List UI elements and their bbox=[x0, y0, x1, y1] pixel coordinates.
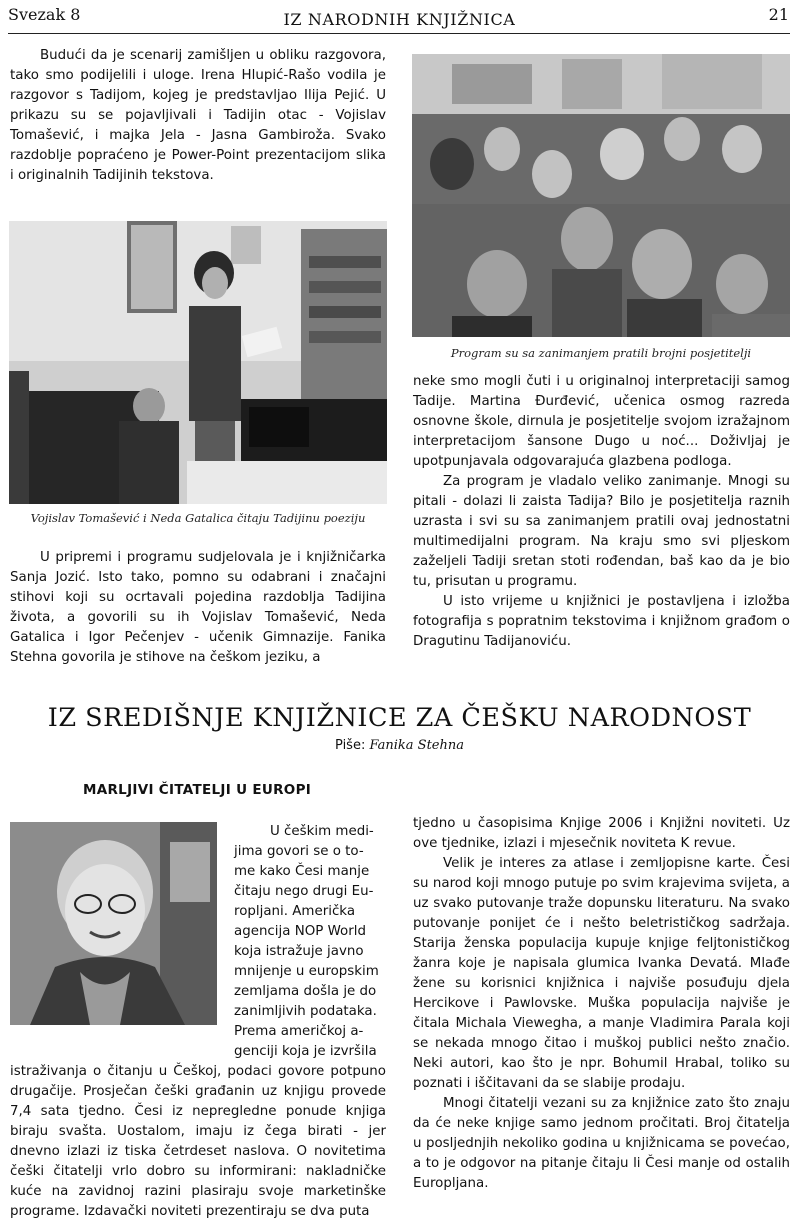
paragraph: neke smo mogli čuti i u originalnoj interpretaciji samog Tadije. Martina Đurđević, učenica osmog razreda osnovne škole, dirnula je posjetitelje svojom izražajnom interpretacijom šansone Dugo u noć... Doživljaj je upotpunjavala odgovarajuća glazbena podloga. bbox=[413, 374, 790, 469]
article-left-column bbox=[10, 548, 386, 668]
header-rule bbox=[8, 33, 790, 34]
text-line: koja istražuje javno bbox=[234, 944, 364, 959]
paragraph: Velik je interes za atlase i zemljopisne karte. Česi su narod koji mnogo putuje po svim krajevima svijeta, a uz svako putovanje traže dopunsku literaturu. Na svako putovanje ponijet će i nešto beletrističkog sadržaja. Starija ženska populacija kupuje knjige feljtonističkog žanra koje je napisala glumica Ivanka Devatá. Mlađe žene su korisnici knjižnica i najviše posuđuju djela Hercikove i Pawlovske. Muška populacija najviše je čitala Michala Viewegha, a manje Vladimira Parala koji se nekada mnogo čitao i muškoj publici nešto značio. Neki autori, kao što je npr. Bohumil Hrabal, toliko su poznati i iščitavani da se slabije prodaju. bbox=[413, 856, 790, 1091]
photo-caption: Vojislav Tomašević i Neda Gatalica čitaju Tadijinu poeziju bbox=[30, 511, 366, 525]
byline bbox=[0, 738, 799, 753]
paragraph: Mnogi čitatelji vezani su za knjižnice zato što znaju da će neke knjige samo jednom pročitati. Broj čitatelja u posljednjih nekoliko godina u knjižnicama se povećao, a to je odgovor na pitanje čitaju li Česi manje od ostalih Europljana. bbox=[413, 1096, 790, 1191]
paragraph: Budući da je scenarij zamišljen u obliku razgovora, tako smo podijelili i uloge. Irena Hlupić-Rašo vodila je razgovor s Tadijom, kojeg je predstavljao Ilija Pejić. U prikazu su se pojavljivali i Tadijin otac - Vojislav Tomašević, i majka Jela - Jasna Gambiroža. Svako razdoblje popraćeno je Power-Point prezentacijom slika i originalnih Tadijinih tekstova. bbox=[10, 48, 386, 183]
text-line: agencija NOP World bbox=[234, 924, 366, 939]
text-line: genciji koja je izvršila bbox=[234, 1044, 377, 1059]
paragraph: istraživanja o čitanju u Češkoj, podaci govore potpuno drugačije. Prosječan češki građanin uz knjigu provede 7,4 sata tjedno. Česi iz nepregledne ponude knjiga biraju svašta. Uostalom, imaju iz čega birati - jer dnevno izlazi iz tiska četrdeset naslova. O novitetima češki čitatelji vrlo dobro su informirani: nakladničke kuće na zavidnoj razini plasiraju svoje marketinške programe. Izdavački noviteti prezentiraju se dva puta bbox=[10, 1064, 386, 1219]
text-line: mnijenje u europskim bbox=[234, 964, 379, 979]
byline-prefix: Piše: bbox=[335, 738, 366, 753]
article-intro-column bbox=[10, 46, 386, 186]
photo-readers bbox=[9, 221, 387, 504]
photo-audience bbox=[412, 54, 790, 337]
text-line: zanimljivih podataka. bbox=[234, 1004, 377, 1019]
photo-author-portrait bbox=[10, 822, 217, 1025]
paragraph: U pripremi i programu sudjelovala je i knjižničarka Sanja Jozić. Isto tako, pomno su odabrani i značajni stihovi koji su ocrtavali pojedina razdoblja Tadijina života, a govorili su ih Vojislav Tomašević, Neda Gatalica i Igor Pečenjev - učenik Gimnazije. Fanika Stehna govorila je stihove na češkom jeziku, a bbox=[10, 550, 386, 665]
paragraph: U isto vrijeme u knjižnici je postavljena i izložba fotografija s popratnim tekstovima i knjižnom građom o Dragutinu Tadijanoviću. bbox=[413, 594, 790, 649]
article-bottom-left-column bbox=[10, 1062, 386, 1222]
running-header-volume: Svezak 8 bbox=[8, 5, 81, 24]
text-line: Prema američkoj a- bbox=[234, 1024, 364, 1039]
byline-author: Fanika Stehna bbox=[369, 738, 464, 753]
paragraph: Za program je vladalo veliko zanimanje. Mnogi su pitali - dolazi li zaista Tadija? Bilo je posjetitelja raznih uzrasta i svi su sa zanimanjem pratili ovaj jednostatni multimedijalni program. Na kraju smo svi pljeskom zaželjeli Tadiji sretan stoti rođendan, baš kao da je bio tu, prisutan u programu. bbox=[413, 474, 790, 589]
page-number: 21 bbox=[768, 5, 789, 24]
text-line: čitaju nego drugi Eu- bbox=[234, 884, 374, 899]
wrapped-text-block bbox=[234, 822, 386, 1062]
running-header-title: IZ NARODNIH KNJIŽNICA bbox=[283, 10, 516, 29]
paragraph: tjedno u časopisima Knjige 2006 i Knjižni noviteti. Uz ove tjednike, izlazi i mjesečnik noviteta K revue. bbox=[413, 816, 790, 851]
article-right-column bbox=[413, 372, 790, 652]
article-subheading: MARLJIVI ČITATELJI U EUROPI bbox=[83, 782, 312, 798]
article-bottom-right-column bbox=[413, 814, 790, 1194]
text-line: me kako Česi manje bbox=[234, 864, 370, 879]
text-line: ropljani. Američka bbox=[234, 904, 356, 919]
text-line: zemljama došla je do bbox=[234, 984, 377, 999]
photo-caption: Program su sa zanimanjem pratili brojni posjetitelji bbox=[450, 346, 752, 360]
text-line: U češkim medi- bbox=[270, 824, 374, 839]
section-title: IZ SREDIŠNJE KNJIŽNICE ZA ČEŠKU NARODNOST bbox=[47, 703, 752, 733]
text-line: jima govori se o to- bbox=[234, 844, 364, 859]
